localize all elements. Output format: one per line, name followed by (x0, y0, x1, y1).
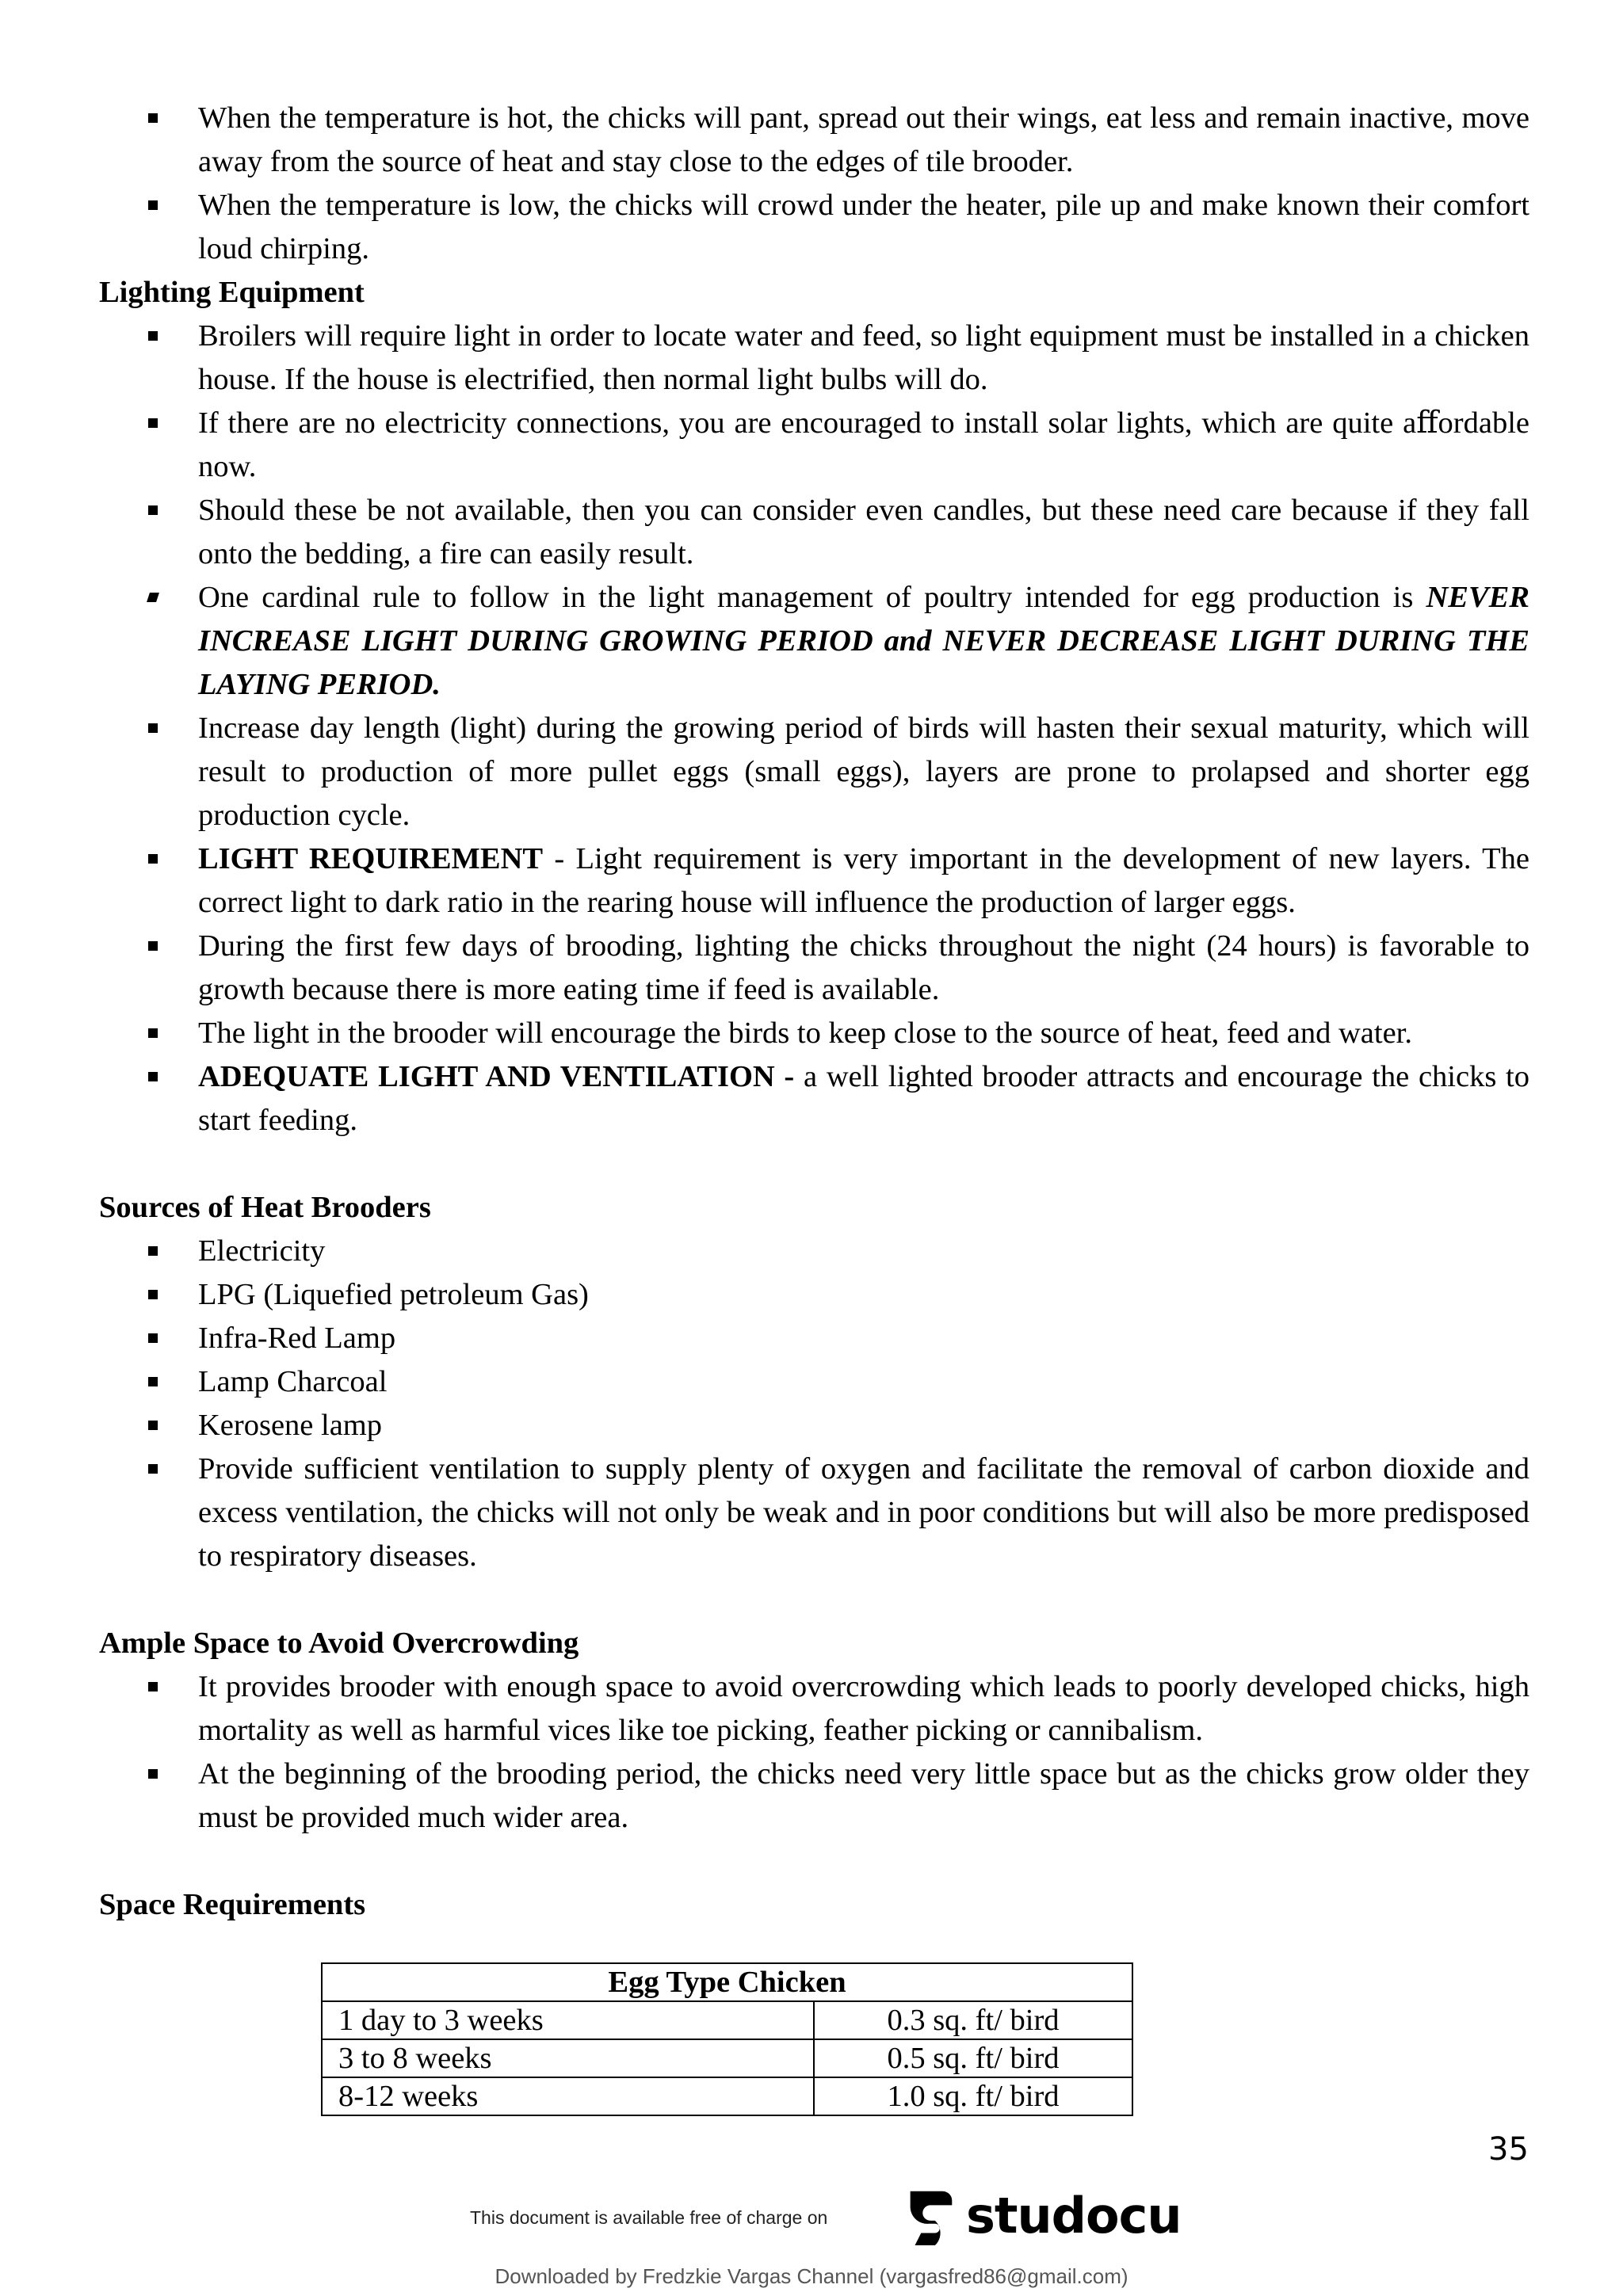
bullet-icon (148, 1421, 158, 1430)
table-cell-age: 3 to 8 weeks (322, 2039, 814, 2077)
bold-term: ADEQUATE LIGHT AND VENTILATION - (198, 1060, 795, 1093)
bullet-icon (148, 1464, 158, 1474)
sources-bullet-list (99, 1230, 1529, 1578)
table-cell-age: 8-12 weeks (322, 2077, 814, 2115)
list-item: LIGHT REQUIREMENT - Light requirement is very important in the development of new layers. The correct light to dark ratio in the rearing house will influence the production of larger eggs. (99, 837, 1529, 925)
bold-term: LIGHT REQUIREMENT (198, 842, 544, 875)
download-attribution: Downloaded by Fredzkie Vargas Channel (vargasfred86@gmail.com) (495, 2264, 1128, 2288)
table-row (322, 2077, 1132, 2115)
list-item: LPG (Liquefied petroleum Gas) (99, 1273, 1529, 1317)
bullet-icon (148, 113, 158, 123)
bullet-icon (148, 854, 158, 864)
section-heading-space: Ample Space to Avoid Overcrowding (99, 1627, 579, 1660)
list-item: Should these be not available, then you can consider even candles, but these need care because if they fall onto the bedding, a fire can easily result. (99, 489, 1529, 576)
list-item: During the first few days of brooding, lighting the chicks throughout the night (24 hours) is favorable to growth because there is more eating time if feed is available. (99, 925, 1529, 1012)
bullet-icon (147, 593, 159, 602)
section-heading-sources: Sources of Heat Brooders (99, 1191, 431, 1224)
studocu-logo[interactable] (899, 2184, 1182, 2248)
list-item: At the beginning of the brooding period, the chicks need very little space but as the chicks grow older they must be provided much wider area. (99, 1753, 1529, 1840)
list-item: The light in the brooder will encourage the birds to keep close to the source of heat, feed and water. (99, 1012, 1529, 1055)
list-item: Electricity (99, 1230, 1529, 1273)
bullet-icon (148, 1290, 158, 1299)
bullet-icon (148, 331, 158, 341)
table-cell-space: 0.5 sq. ft/ bird (814, 2039, 1132, 2077)
bullet-icon (148, 200, 158, 210)
list-item: Infra-Red Lamp (99, 1317, 1529, 1360)
intro-bullet-list (99, 97, 1529, 271)
bullet-icon (148, 1769, 158, 1779)
list-item: If there are no electricity connections, you are encouraged to install solar lights, which are quite aﬀordable now. (99, 402, 1529, 489)
list-item: Provide sufficient ventilation to supply plenty of oxygen and facilitate the removal of carbon dioxide and excess ventilation, the chicks will not only be weak and in poor conditions but will also be more predisposed to respiratory diseases. (99, 1447, 1529, 1578)
list-item: One cardinal rule to follow in the light management of poultry intended for egg production is NEVER INCREASE LIGHT DURING GROWING PERIOD and NEVER DECREASE LIGHT DURING THE LAYING PERIOD. (99, 576, 1529, 707)
list-item: Kerosene lamp (99, 1404, 1529, 1447)
table-row (322, 2039, 1132, 2077)
space-requirements-table (321, 1962, 1133, 2116)
bullet-icon (148, 1246, 158, 1256)
bullet-icon (148, 505, 158, 515)
emphasis-text: NEVER INCREASE LIGHT DURING GROWING PERIOD and NEVER DECREASE LIGHT DURING THE LAYING PERIOD. (198, 581, 1529, 701)
list-item: Lamp Charcoal (99, 1360, 1529, 1404)
table-cell-age: 1 day to 3 weeks (322, 2001, 814, 2039)
bullet-icon (148, 723, 158, 733)
lighting-bullet-list (99, 315, 1529, 1142)
section-heading-requirements: Space Requirements (99, 1888, 366, 1921)
bullet-icon (148, 1072, 158, 1081)
table-row (322, 2001, 1132, 2039)
studocu-logo-icon (899, 2184, 961, 2248)
list-item: Broilers will require light in order to locate water and feed, so light equipment must be installed in a chicken house. If the house is electrified, then normal light bulbs will do. (99, 315, 1529, 402)
section-heading-lighting: Lighting Equipment (99, 276, 365, 309)
table-header-row (322, 1963, 1132, 2001)
page-content (99, 97, 1529, 2116)
space-bullet-list (99, 1665, 1529, 1840)
table-cell-space: 1.0 sq. ft/ bird (814, 2077, 1132, 2115)
bullet-icon (148, 1028, 158, 1038)
bullet-icon (148, 941, 158, 951)
bullet-icon (148, 1377, 158, 1386)
bullet-icon (148, 418, 158, 428)
list-item: Increase day length (light) during the growing period of birds will hasten their sexual maturity, which will result to production of more pullet eggs (small eggs), layers are prone to prolapsed and shorter egg production cycle. (99, 707, 1529, 837)
bullet-icon (148, 1333, 158, 1343)
table-cell-space: 0.3 sq. ft/ bird (814, 2001, 1132, 2039)
list-item: When the temperature is low, the chicks will crowd under the heater, pile up and make known their comfort loud chirping. (99, 184, 1529, 271)
page-number: 35 (1488, 2131, 1529, 2168)
footer-availability-text: This document is available free of charge on (470, 2207, 828, 2228)
table-title: Egg Type Chicken (322, 1963, 1132, 2001)
list-item: ADEQUATE LIGHT AND VENTILATION - a well lighted brooder attracts and encourage the chicks to start feeding. (99, 1055, 1529, 1142)
list-item: When the temperature is hot, the chicks will pant, spread out their wings, eat less and remain inactive, move away from the source of heat and stay close to the edges of tile brooder. (99, 97, 1529, 184)
bullet-icon (148, 1682, 158, 1691)
list-item: It provides brooder with enough space to avoid overcrowding which leads to poorly developed chicks, high mortality as well as harmful vices like toe picking, feather picking or cannibalism. (99, 1665, 1529, 1753)
studocu-brand-text: studocu (966, 2187, 1182, 2245)
